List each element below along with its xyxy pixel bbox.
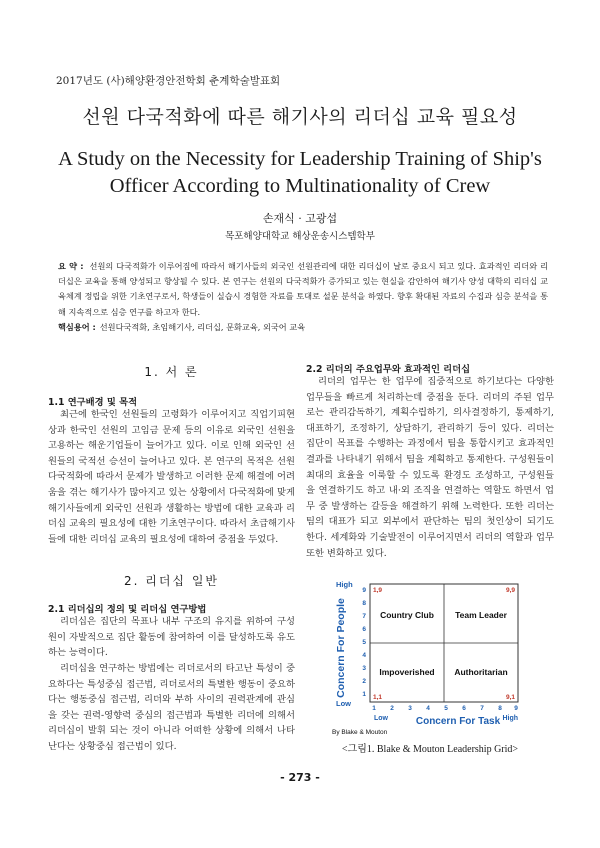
y-tick: 8 [362, 600, 366, 607]
y-tick-labels [362, 587, 366, 698]
title-korean: 선원 다국적화에 따른 해기사의 리더십 교육 필요성 [82, 106, 518, 128]
y-tick: 3 [362, 665, 366, 672]
x-tick: 4 [426, 705, 430, 712]
y-axis-label: Concern For People [335, 598, 347, 698]
figure-credit: By Blake & Mouton [332, 729, 388, 736]
subsection-heading-2-1: 2.1 리더십의 정의 및 리더십 연구방법 [48, 604, 207, 615]
y-tick: 2 [362, 678, 366, 685]
section-heading-introduction: 1. 서 론 [144, 365, 199, 379]
section-heading-leadership: 2. 리더십 일반 [123, 574, 220, 588]
paragraph-2-1b: 리더십을 연구하는 방법에는 리더로서의 타고난 특성이 중요하다는 특성중심 접근법, 리더로서의 특별한 행동이 중요하다는 행동중심 접근법, 리더와 부하 사이의 권력관계에 관심을 갖는 권력-영향력 중심의 접근법과 특별한 리더에 의해서 리더십이 발휘 되는 것이 아니라 어떠한 상황에 의해서 나타난다는 상황중심 접근법이 있다. [48, 663, 295, 752]
abstract-label: 요 약 : [58, 261, 84, 271]
paragraph-2-2: 리더의 업무는 한 업무에 집중적으로 하기보다는 다양한 업무들을 빠르게 처리하는데 중점을 둔다. 리더의 주된 업무로는 관리감독하기, 계획수립하기, 의사결정하기, 통제하기, 대표하기, 조정하기, 상담하기, 관리하기 등이 있다. 리더는 집단이 목표를 수행하는 과정에서 팀을 통합시키고 효과적인 결과를 나타내기 위해서 팀을 계획하고 통제한다. 구성원들이 최대의 효율을 이룩할 수 있도록 환경도 조성하고, 구성원들을 연결하기도 하고 내·외 조직을 연결하는 역할도 하면서 업무 중 발생하는 갈등을 해결하기 위해 노력한다. 또한 리더는 팀의 대표가 되고 외부에서 판단하는 팀의 첫인상이 되기도 한다. 세계화와 기술발전이 이루어지면서 리더의 역할과 업무 또한 변화하고 있다. [306, 376, 554, 559]
figure-caption: <그림1. Blake & Mouton Leadership Grid> [341, 744, 519, 755]
y-tick: 7 [362, 613, 366, 620]
quadrant-team-leader: Team Leader [455, 610, 507, 620]
page-number: - 273 - [280, 771, 320, 784]
quadrant-impoverished: Impoverished [379, 667, 435, 677]
x-tick: 2 [390, 705, 394, 712]
subsection-heading-1-1: 1.1 연구배경 및 목적 [48, 397, 138, 408]
quadrant-authoritarian: Authoritarian [454, 667, 508, 677]
affiliation: 목포해양대학교 해상운송시스템학부 [225, 231, 375, 242]
authors: 손재식 · 고광섭 [262, 212, 338, 225]
high-label: High [336, 580, 353, 589]
x-tick: 6 [462, 705, 466, 712]
x-tick: 9 [514, 705, 518, 712]
corner-bottom-right: 9,1 [505, 694, 515, 701]
y-tick: 9 [362, 587, 366, 594]
y-tick: 1 [362, 691, 366, 698]
corner-top-left: 1,9 [373, 587, 383, 594]
abstract-text: 선원의 다국적화가 이루어짐에 따라서 해기사들의 외국인 선원관리에 대한 리더십이 날로 중요시 되고 있다. 효과적인 리더와 리더십은 교육을 통해 양성되고 향상될 수 있다. 본 연구는 선원의 다국적화가 증가되고 있는 현실을 감안하여 해기사 양성 대학의 리더십 교육체계 정립을 위한 기초연구로서, 학생들이 실습시 경험한 자료를 토대로 설문 분석을 하였다. 향후 확대된 자료의 수집과 심층 분석을 통해 지속적으로 심층 연구를 하고자 한다. [58, 261, 549, 317]
corner-top-right: 9,9 [505, 587, 515, 594]
corner-bottom-left: 1,1 [373, 694, 383, 701]
low-label: Low [336, 699, 351, 708]
conference-header: 2017년도 (사)해양환경안전학회 춘계학술발표회 [56, 75, 281, 87]
leadership-grid-figure [330, 578, 530, 740]
x-tick: 7 [480, 705, 484, 712]
subsection-heading-2-2: 2.2 리더의 주요업무와 효과적인 리더십 [306, 364, 471, 375]
y-tick: 5 [362, 639, 366, 646]
paragraph-1-1: 최근에 한국인 선원들의 고령화가 이루어지고 직업기피현상과 한국인 선원의 고임금 문제 등의 이유로 외국인 선원을 고용하는 해운기업들이 늘어가고 있다. 이로 인해 외국인 선원들의 국적선 승선이 늘어나고 있다. 본 연구의 목적은 선원 다국적화에 따라서 문제가 발생하고 이러한 문제 해결에 어려움을 겪는 해기사가 많아지고 있는 상황에서 다국적화에 맞게 해기사들에게 외국인 선원과 생활하는 방법에 대한 교육과 리더십 교육의 필요성에 대한 기초연구이다. 따라서 초급해기사들에 대한 리더십 교육의 필요성에 대하여 중점을 두었다. [48, 409, 295, 545]
quadrant-country-club: Country Club [380, 610, 434, 620]
keywords-text: 선원다국적화, 초임해기사, 리더십, 문화교육, 외국어 교육 [99, 322, 306, 332]
x-tick: 5 [444, 705, 448, 712]
x-axis-label: Concern For Task [415, 716, 501, 727]
abstract [58, 259, 548, 320]
x-tick: 8 [498, 705, 502, 712]
paragraph-2-1a: 리더십은 집단의 목표나 내부 구조의 유지를 위하여 구성원이 자발적으로 집단 활동에 참여하여 이를 달성하도록 유도하는 능력이다. [48, 616, 295, 659]
x-tick: 1 [372, 705, 376, 712]
keywords [58, 322, 548, 333]
x-low-label: Low [374, 715, 388, 722]
x-tick-labels [372, 705, 518, 712]
y-tick: 6 [362, 626, 366, 633]
x-high-label: High [502, 715, 518, 722]
title-english: A Study on the Necessity for Leadership Training of Ship's Officer According to Multinationality of Crew [58, 148, 542, 197]
x-tick: 3 [408, 705, 412, 712]
keywords-label: 핵심용어 : [58, 322, 96, 332]
y-tick: 4 [362, 652, 366, 659]
